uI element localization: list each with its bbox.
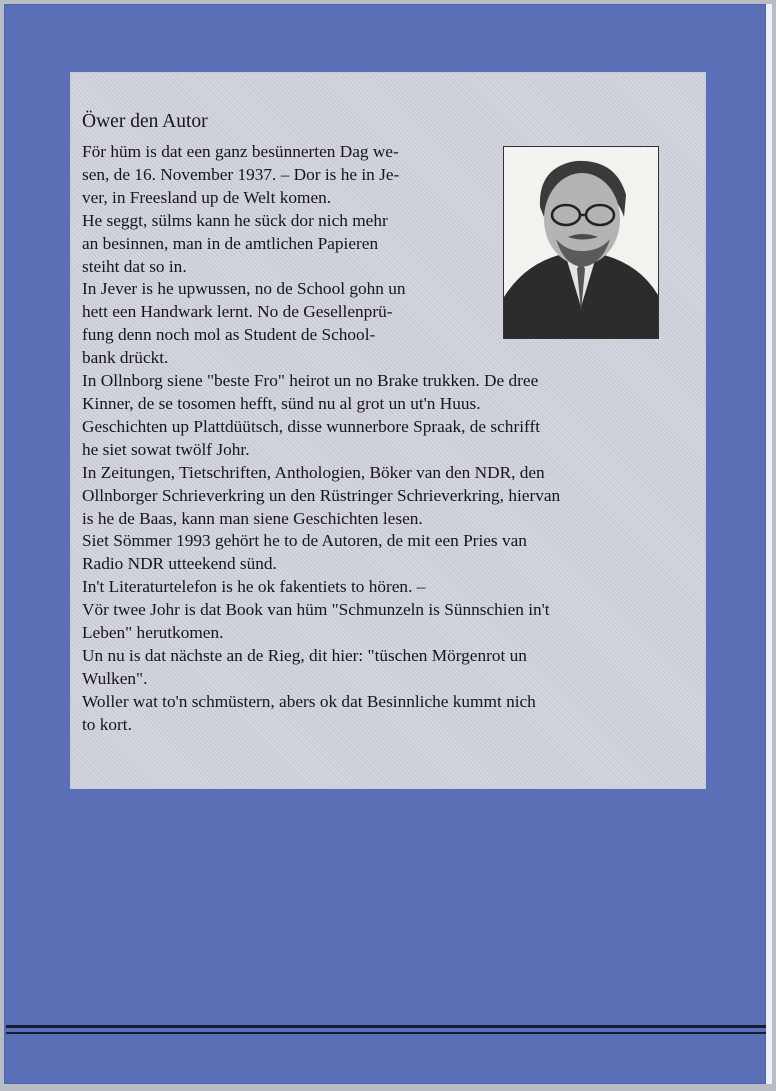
bio-line: Vör twee Johr is dat Book van hüm "Schmunzeln is Sünnschien in't [82, 600, 550, 620]
bio-line: Woller wat to'n schmüstern, abers ok dat Besinnliche kummt nich [82, 691, 536, 711]
bio-line: För hüm is dat een ganz besünnerten Dag we- [82, 142, 399, 161]
bio-line: ver, in Freesland up de Welt komen. [82, 187, 332, 207]
bio-line: steiht dat so in. [82, 256, 187, 276]
author-portrait-image [504, 147, 658, 338]
bio-line: In Jever is he upwussen, no de School gohn un [82, 279, 406, 299]
bio-line: Wulken". [82, 668, 148, 688]
bio-line: Ollnborger Schrieverkring un den Rüstringer Schrieverkring, hiervan [82, 485, 561, 505]
bio-line: Siet Sömmer 1993 gehört he to de Autoren, de mit een Pries van [82, 531, 527, 551]
bio-line: Geschichten up Plattdüütsch, disse wunnerbore Spraak, de schrifft [82, 416, 541, 436]
author-photo [503, 146, 659, 339]
bio-line: In Ollnborg siene "beste Fro" heirot un no Brake trukken. De dree [82, 371, 539, 391]
author-bio-panel [70, 72, 706, 789]
bio-line: hett een Handwark lernt. No de Gesellenprü- [82, 302, 393, 322]
bio-line: to kort. [82, 714, 132, 734]
bio-line: fung denn noch mol as Student de School- [82, 325, 376, 345]
bio-line: Kinner, de se tosomen hefft, sünd nu al grot un ut'n Huus. [82, 393, 481, 413]
bio-line: he siet sowat twölf Johr. [82, 439, 250, 459]
bio-line: an besinnen, man in de amtlichen Papieren [82, 233, 379, 253]
bio-line: In't Literaturtelefon is he ok fakentiets to hören. – [82, 577, 426, 597]
bio-line: Un nu is dat nächste an de Rieg, dit hier: "tüschen Mörgenrot un [82, 645, 527, 665]
back-cover [4, 4, 772, 1084]
bottom-rule-thick [6, 1025, 766, 1028]
bio-line: In Zeitungen, Tietschriften, Anthologien, Böker van den NDR, den [82, 462, 545, 482]
bio-line: He seggt, sülms kann he sück dor nich mehr [82, 210, 388, 230]
bio-line: Leben" herutkomen. [82, 623, 224, 643]
bio-line: sen, de 16. November 1937. – Dor is he in Je- [82, 164, 400, 184]
bio-line: bank drückt. [82, 348, 169, 368]
bio-line: is he de Baas, kann man siene Geschichten lesen. [82, 508, 423, 528]
bottom-rule-thin [6, 1032, 766, 1034]
bio-heading: Öwer den Autor [82, 111, 208, 132]
bio-line: Radio NDR utteekend sünd. [82, 554, 277, 574]
